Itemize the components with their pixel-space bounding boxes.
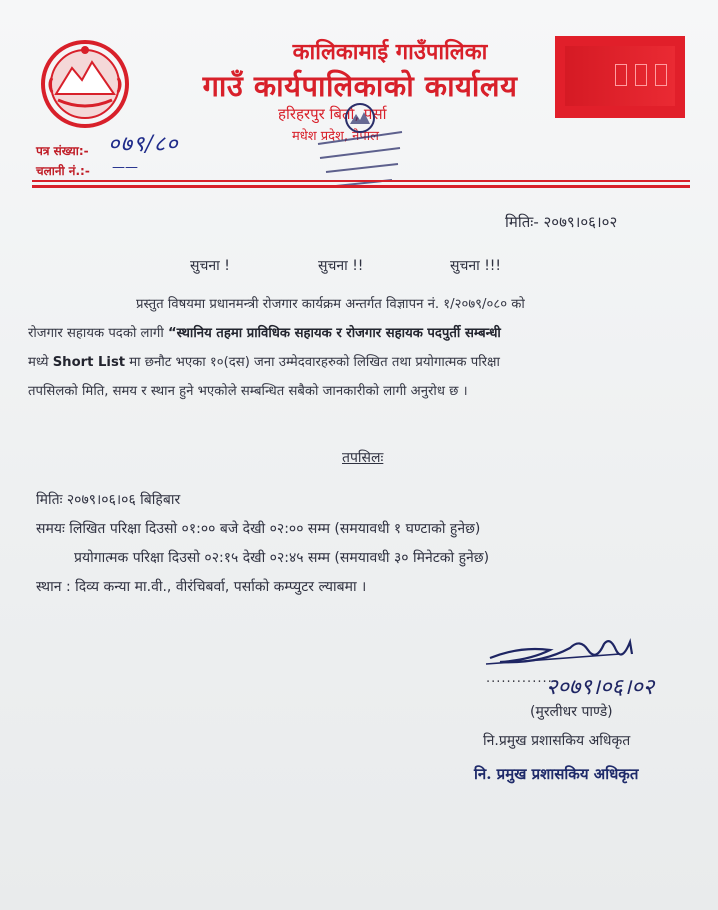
handwritten-signature (480, 628, 718, 708)
dispatch-no-label: चलानी नं.:- (36, 164, 90, 178)
body-line-2: रोजगार सहायक पदको लागी “स्थानिय तहमा प्राविधिक सहायक र रोजगार सहायक पदपुर्ती सम्बन्धी (28, 326, 501, 341)
signature-dots: .............. (486, 671, 558, 686)
written-exam-time: समयः लिखित परिक्षा दिउसो ०१:०० बजे देखी ०२:०० सम्म (समयावधी १ घण्टाको हुनेछ) (36, 521, 481, 537)
signatory-designation: नि.प्रमुख प्रशासकिय अधिकृत (483, 733, 631, 749)
header-divider-thick (32, 185, 690, 188)
notice-heading-3: सुचना !!! (450, 258, 502, 274)
notice-body (28, 290, 668, 406)
notice-heading-2: सुचना !! (318, 258, 364, 274)
body-line-3: मध्ये Short List मा छनौट भएका १०(दस) जना उम्मेदवारहरुको लिखित तथा प्रयोगात्मक परिक्षा (28, 355, 500, 370)
svg-text:२०७९।०६।०२: २०७९।०६।०२ (546, 675, 655, 700)
office-building-photo (555, 36, 685, 118)
header-divider (32, 180, 690, 182)
nepal-emblem-icon (40, 38, 130, 130)
designation-stamp: नि. प्रमुख प्रशासकिय अधिकृत (474, 765, 639, 783)
letter-no-value: ०७९/८० (108, 132, 179, 157)
letter-date: मितिः- २०७९।०६।०२ (505, 213, 618, 231)
dispatch-no-value: —— (112, 160, 138, 175)
office-title: गाउँ कार्यपालिकाको कार्यालय (202, 69, 518, 103)
exam-venue: स्थान : दिव्य कन्या मा.वी., वीरंचिबर्वा, पर्साको कम्प्युटर ल्याबमा । (36, 579, 367, 595)
schedule-heading: तपसिलः (342, 450, 384, 466)
practical-exam-time: प्रयोगात्मक परिक्षा दिउसो ०२:१५ देखी ०२:४५ सम्म (समयावधी ३० मिनेटको हुनेछ) (74, 550, 490, 566)
office-address: हरिहरपुर बिर्ता, पर्सा (278, 105, 387, 123)
gaupalika-name: कालिकामाई गाउँपालिका (292, 40, 488, 65)
notice-heading-1: सुचना ! (190, 258, 230, 274)
signatory-name: (मुरलीधर पाण्डे) (530, 704, 613, 720)
letter-no-label: पत्र संख्या:- (36, 144, 89, 158)
body-line-1: प्रस्तुत विषयमा प्रधानमन्त्री रोजगार कार्यक्रम अन्तर्गत विज्ञापन नं. १/२०७९/०८० को (136, 297, 525, 312)
province-line: मधेश प्रदेश, नेपाल (292, 129, 379, 144)
exam-date: मितिः २०७९।०६।०६ बिहिबार (36, 492, 181, 508)
body-line-4: तपसिलको मिति, समय र स्थान हुने भएकोले सम्बन्धित सबैको जानकारीको लागी अनुरोध छ । (28, 384, 468, 399)
